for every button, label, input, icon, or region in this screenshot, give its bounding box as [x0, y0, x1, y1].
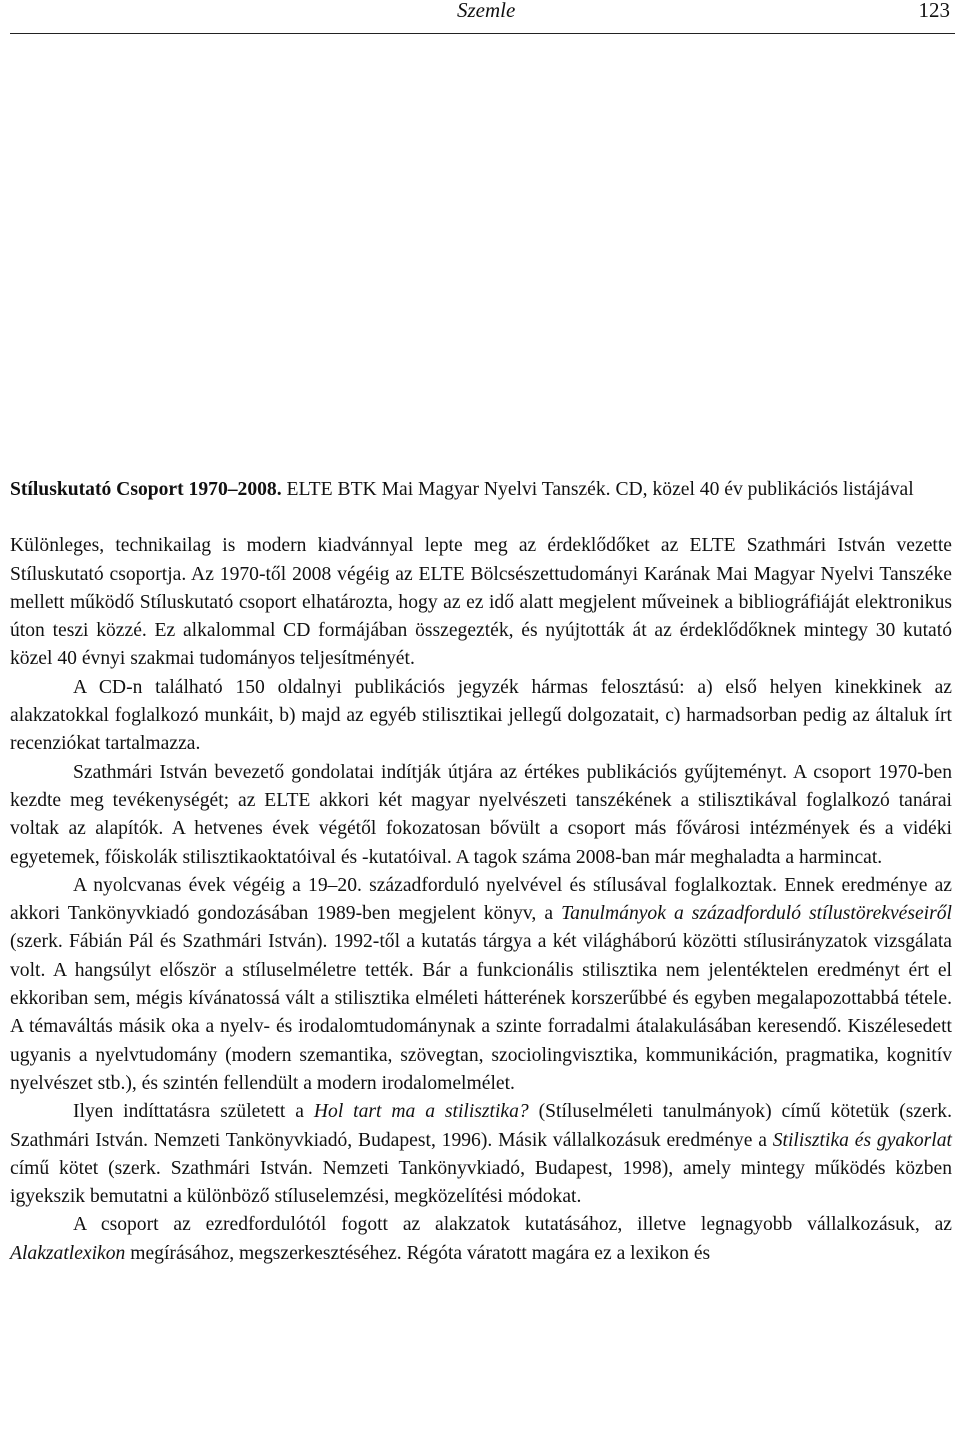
review-heading — [10, 476, 952, 504]
review-heading-title: Stíluskutató Csoport 1970–2008. — [10, 479, 282, 500]
book-title-alakzatlexikon: Alakzatlexikon — [10, 1242, 126, 1264]
paragraph-1: Különleges, technikailag is modern kiadvánnyal lepte meg az érdeklődőket az ELTE Szathmári István vezette Stíluskutató csoportja. Az 1970-től 2008 végéig az ELTE Bölcsészettudományi Karának Mai Magyar Nyelvi Tanszéke mellett működő Stíluskutató csoport elhatározta, hogy az ez idő alatt megjelent műveinek a bibliográfiáját elektronikus úton teszi közzé. Ez alkalommal CD formájában összegezték, és nyújtották át az érdeklődőknek mintegy 30 kutató közel 40 évnyi szakmai tudományos teljesítményét. — [10, 535, 952, 670]
book-title-stilisztika-gyakorlat: Stilisztika és gyakorlat — [772, 1129, 952, 1151]
paragraph-5-text-a: Ilyen indíttatásra született a — [73, 1101, 314, 1123]
review-article — [10, 476, 952, 1268]
paragraph-5-text-b: (Stíluselméleti tanulmányok) című kötetük (szerk. Szathmári István. Nemzeti Tankönyvkiadó, Budapest, 1996). Másik vállalkozásuk eredménye a — [10, 1101, 952, 1151]
paragraph-5-text-c: című kötet (szerk. Szathmári István. Nemzeti Tankönyvkiadó, Budapest, 1998), amely mintegy működés közben igyekszik bemutatni a különböző stíluselemzési, megközelítési módokat. — [10, 1157, 952, 1208]
paragraph-2: A CD-n található 150 oldalnyi publikációs jegyzék hármas felosztású: a) első helyen kinekkinek az alakzatokkal foglalkozó munkáit, b) majd az egyéb stilisztikai jellegű dolgozatait, c) harmadsorban pedig az általuk írt recenziókat tartalmazza. — [10, 676, 952, 755]
paragraph-6 — [10, 1211, 952, 1268]
paragraph-4-text-b: (szerk. Fábián Pál és Szathmári István). 1992-től a kutatás tárgya a két világháború közötti stílusirányzatok vizsgálata volt. A hangsúlyt először a stíluselméletre tették. Bár a funkcionális stilisztika nem jelentéktelen eredményt ért el ekkoriban sem, mégis kívánatossá vált a stilisztika elméleti hátterének korszerűbbé és egyben megalapozottabbá tétele. A témaváltás másik oka a nyelv- és irodalomtudománynak a szinte forradalmi átalakulásában keresendő. Kiszélesedett ugyanis a nyelvtudomány (modern szemantika, szövegtan, szociolingvisztika, kommunikáción, pragmatika, kognitív nyelvészet stb.), és szintén fellendült a modern irodalomelmélet. — [10, 931, 952, 1094]
paragraph-4 — [10, 872, 952, 1098]
paragraph-6-text-b: megírásához, megszerkesztéséhez. Régóta váratott magára ez a lexikon és — [125, 1242, 711, 1264]
paragraph-4-text-a: A nyolcvanas évek végéig a 19–20. századforduló nyelvével és stílusával foglalkoztak. Ennek eredménye az akkori Tankönyvkiadó gondozásában 1989-ben megjelent könyv, a — [10, 874, 952, 925]
paragraph-6-text-a: A csoport az ezredfordulótól fogott az alakzatok kutatásához, illetve legnagyobb vállalkozásuk, az — [73, 1214, 952, 1236]
journal-title: Szemle — [457, 0, 516, 22]
running-head — [10, 0, 955, 34]
review-heading-details: ELTE BTK Mai Magyar Nyelvi Tanszék. CD, közel 40 év publikációs listájával — [281, 479, 914, 500]
page-number: 123 — [918, 0, 950, 22]
paragraph-3: Szathmári István bevezető gondolatai indítják útjára az értékes publikációs gyűjteményt. A csoport 1970-ben kezdte meg tevékenységét; az ELTE akkori két magyar nyelvészeti tanszékének a stilisztikával foglalkozó tanárai voltak az alapítók. A hetvenes évek végétől fokozatosan bővült a csoport más fővárosi intézmények és a vidéki egyetemek, főiskolák stilisztikaoktatóival és -kutatóival. A tagok száma 2008-ban már meghaladta a harmincat. — [10, 761, 952, 868]
paragraph-5 — [10, 1098, 952, 1211]
book-title-hol-tart: Hol tart ma a stilisztika? — [313, 1101, 529, 1123]
book-title-tanulmanyok: Tanulmányok a századforduló stílustörekvéseiről — [561, 903, 952, 925]
